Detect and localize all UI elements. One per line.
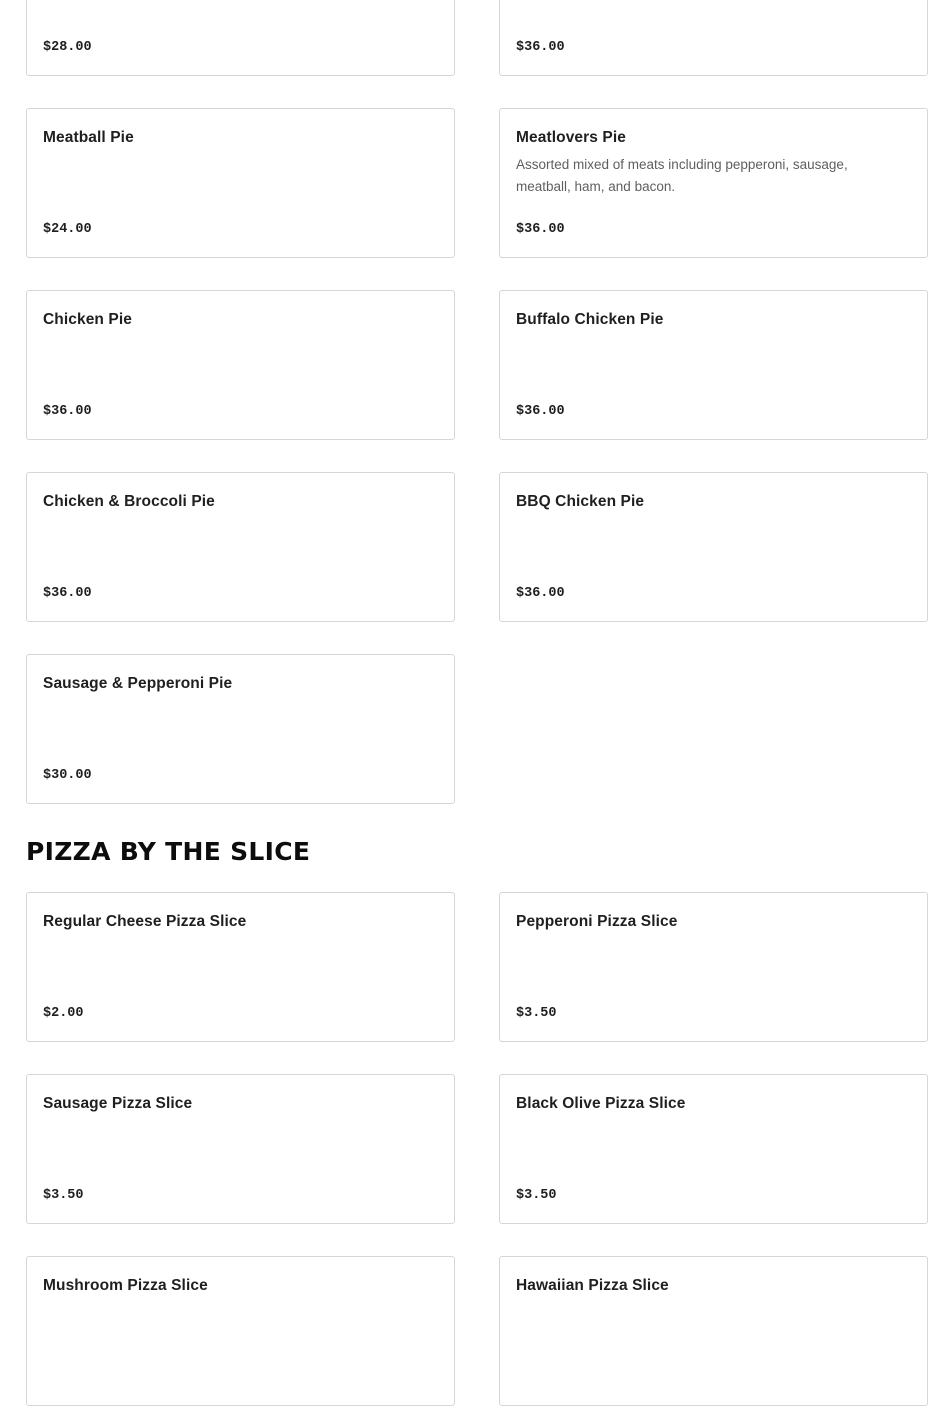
menu-item-price: $2.00	[43, 1006, 84, 1021]
menu-item-price: $36.00	[516, 586, 565, 601]
menu-item-price: $36.00	[516, 40, 565, 55]
menu-item-name: Buffalo Chicken Pie	[516, 311, 664, 328]
menu-item-price: $3.50	[43, 1188, 84, 1203]
menu-item-name: Regular Cheese Pizza Slice	[43, 913, 247, 930]
menu-item-name: Black Olive Pizza Slice	[516, 1095, 686, 1112]
menu-item-card[interactable]	[26, 0, 455, 76]
menu-item-name: BBQ Chicken Pie	[516, 493, 645, 510]
menu-item-price: $3.50	[516, 1188, 557, 1203]
menu-item-price: $24.00	[43, 222, 92, 237]
menu-item-card[interactable]	[26, 1074, 455, 1224]
menu-item-card[interactable]	[26, 892, 455, 1042]
menu-item-description: Assorted mixed of meats including pepperoni, sausage, meatball, ham, and bacon.	[516, 157, 848, 194]
menu-item-name: Hawaiian Pizza Slice	[516, 1277, 669, 1294]
menu-item-card[interactable]	[499, 108, 928, 258]
menu-item-name: Chicken Pie	[43, 311, 132, 328]
menu-item-price: $36.00	[516, 222, 565, 237]
menu-item-name: Meatball Pie	[43, 129, 134, 146]
menu-item-card[interactable]	[499, 1256, 928, 1406]
menu-item-card[interactable]	[26, 290, 455, 440]
menu-item-card[interactable]	[499, 0, 928, 76]
menu-item-price: $36.00	[43, 586, 92, 601]
menu-item-card[interactable]	[26, 654, 455, 804]
menu-item-card[interactable]	[499, 290, 928, 440]
menu-item-card[interactable]	[26, 108, 455, 258]
menu-item-name: Pepperoni Pizza Slice	[516, 913, 678, 930]
menu-item-price: $36.00	[43, 404, 92, 419]
menu-item-price: $30.00	[43, 768, 92, 783]
menu-item-card[interactable]	[499, 472, 928, 622]
menu-item-price: $28.00	[43, 40, 92, 55]
section-title: PIZZA BY THE SLICE	[26, 837, 311, 866]
menu-item-card[interactable]	[499, 892, 928, 1042]
menu-item-name: Chicken & Broccoli Pie	[43, 493, 215, 510]
menu-item-name: Sausage Pizza Slice	[43, 1095, 193, 1112]
menu-item-card[interactable]	[26, 472, 455, 622]
menu-item-price: $36.00	[516, 404, 565, 419]
menu-item-card[interactable]	[499, 1074, 928, 1224]
menu-item-price: $3.50	[516, 1006, 557, 1021]
menu-item-card[interactable]	[26, 1256, 455, 1406]
menu-item-name: Meatlovers Pie	[516, 129, 626, 146]
menu-item-name: Mushroom Pizza Slice	[43, 1277, 208, 1294]
menu-item-name: Sausage & Pepperoni Pie	[43, 675, 233, 692]
